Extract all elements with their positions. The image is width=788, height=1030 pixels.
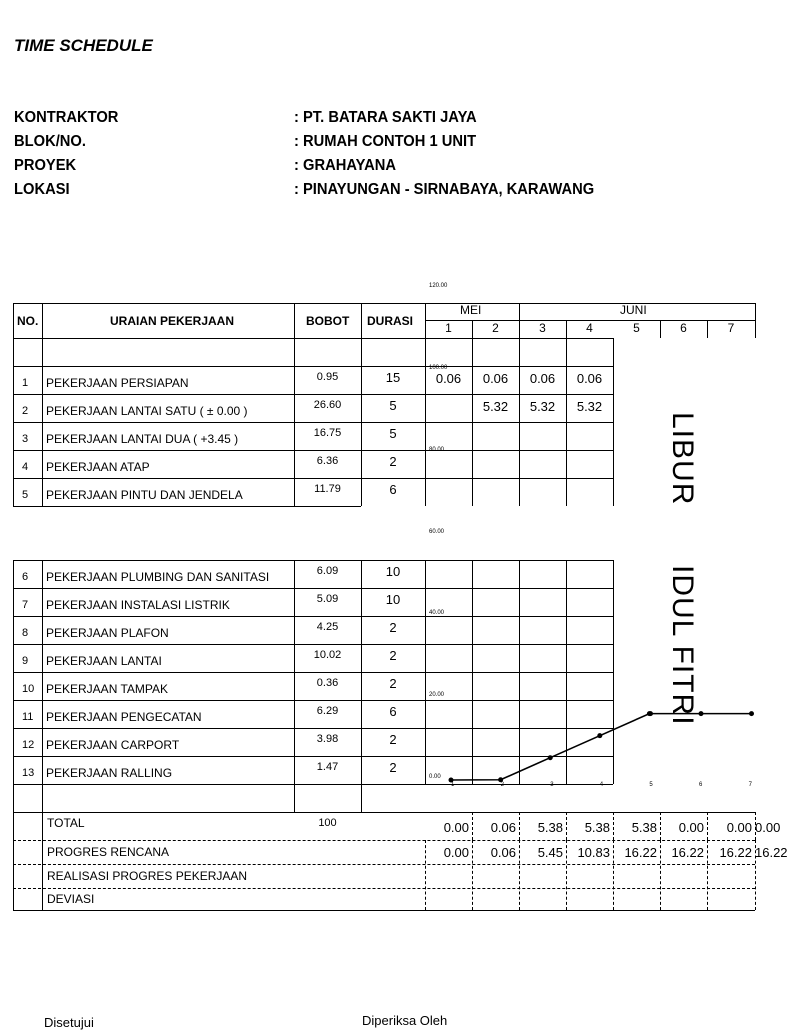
row-bobot: 16.75: [313, 427, 342, 439]
y-tick-label: 60.00: [429, 528, 445, 535]
week-header-5: 5: [633, 321, 640, 335]
info-label-proyek: PROYEK: [14, 157, 77, 174]
row-no: 8: [22, 627, 29, 639]
deviasi-label: DEVIASI: [47, 892, 95, 906]
x-tick-label: 1: [451, 782, 455, 788]
x-tick-label: 7: [748, 782, 752, 788]
row-bobot: 0.36: [316, 677, 339, 689]
rencana-week-value: 16.22: [671, 845, 704, 860]
series-point: [648, 711, 653, 716]
y-tick-label: 100.00: [429, 364, 448, 371]
rencana-week-value: 16.22: [624, 845, 657, 860]
row1-week-value: 0.06: [482, 371, 509, 386]
rencana-week-value: 5.45: [537, 845, 563, 860]
row-durasi: 6: [389, 704, 397, 719]
row-bobot: 6.09: [316, 565, 339, 577]
x-tick-label: 3: [550, 782, 554, 788]
row1-week-value: 0.06: [435, 371, 462, 386]
row2-week-value: 5.32: [576, 399, 603, 414]
row-uraian: PEKERJAAN PERSIAPAN: [46, 376, 189, 390]
row-no: 12: [22, 739, 35, 751]
week-header-4: 4: [586, 321, 593, 335]
row-no: 11: [22, 711, 34, 723]
header-month-mei: MEI: [460, 303, 482, 317]
total-week-value: 5.38: [631, 820, 657, 835]
row1-week-value: 0.06: [529, 371, 556, 386]
total-week-value: 5.38: [537, 820, 563, 835]
x-tick-label: 2: [500, 782, 504, 788]
row-bobot: 1.47: [316, 761, 339, 773]
row-bobot: 26.60: [313, 399, 342, 411]
row-durasi: 5: [389, 426, 397, 441]
row-bobot: 6.36: [316, 455, 339, 467]
row-uraian: PEKERJAAN PINTU DAN JENDELA: [46, 488, 243, 502]
row-no: 5: [22, 489, 29, 501]
row-bobot: 0.95: [316, 371, 339, 383]
row-durasi: 15: [385, 370, 401, 385]
y-tick-label: 40.00: [429, 610, 445, 617]
row-uraian: PEKERJAAN TAMPAK: [46, 682, 169, 696]
realisasi-label: REALISASI PROGRES PEKERJAAN: [47, 869, 248, 883]
y-tick-label: 0.00: [429, 774, 441, 780]
row-durasi: 2: [389, 648, 397, 663]
row-uraian: PEKERJAAN CARPORT: [46, 738, 180, 752]
series-line-progres-rencana: [451, 714, 752, 780]
week-header-7: 7: [727, 321, 735, 335]
total-label: TOTAL: [47, 816, 85, 830]
rencana-week-value: 16.22: [755, 845, 788, 860]
week-header-2: 2: [492, 321, 499, 335]
row-uraian: PEKERJAAN LANTAI DUA ( +3.45 ): [46, 432, 239, 446]
row-no: 1: [22, 377, 29, 389]
row2-week-value: 5.32: [529, 399, 556, 414]
row-no: 13: [22, 767, 35, 779]
total-week-value: 5.38: [584, 820, 610, 835]
row-durasi: 2: [389, 676, 397, 691]
total-week-value: 0.00: [678, 820, 704, 835]
row-no: 4: [22, 461, 29, 473]
row2-week-value: 5.32: [482, 399, 509, 414]
info-value-proyek: : GRAHAYANA: [294, 157, 396, 174]
info-value-blok: : RUMAH CONTOH 1 UNIT: [294, 133, 477, 150]
row-uraian: PEKERJAAN INSTALASI LISTRIK: [46, 598, 230, 612]
info-label-lokasi: LOKASI: [14, 181, 70, 198]
row-durasi: 2: [389, 620, 397, 635]
series-point: [699, 711, 704, 716]
rencana-week-value: 0.00: [443, 845, 469, 860]
total-week-value: 0.00: [443, 820, 469, 835]
x-tick-label: 5: [649, 782, 653, 788]
total-bobot: 100: [318, 817, 337, 829]
signature-approved-label: Disetujui: [44, 1015, 94, 1030]
row-durasi: 2: [389, 454, 397, 469]
holiday-note-part1: LIBUR: [666, 412, 699, 506]
row-no: 7: [22, 599, 29, 611]
row-bobot: 10.02: [313, 649, 342, 661]
y-tick-label: 120.00: [429, 283, 448, 289]
row-uraian: PEKERJAAN PLUMBING DAN SANITASI: [46, 570, 270, 584]
row-no: 2: [22, 405, 29, 417]
info-label-kontraktor: KONTRAKTOR: [14, 109, 119, 126]
row-no: 6: [22, 571, 29, 583]
row-uraian: PEKERJAAN PLAFON: [46, 626, 169, 640]
row-durasi: 5: [389, 398, 397, 413]
week-header-3: 3: [539, 321, 546, 335]
header-bobot: BOBOT: [306, 314, 350, 328]
row-durasi: 2: [389, 732, 397, 747]
total-week-value: 0.00: [755, 820, 781, 835]
rencana-week-value: 0.06: [490, 845, 516, 860]
header-no: NO.: [17, 314, 39, 328]
x-tick-label: 6: [699, 782, 703, 788]
row-uraian: PEKERJAAN LANTAI: [46, 654, 162, 668]
rencana-week-value: 16.22: [719, 845, 752, 860]
progres-rencana-label: PROGRES RENCANA: [47, 845, 170, 859]
row-no: 3: [22, 433, 29, 445]
series-point: [548, 755, 553, 760]
series-point: [597, 733, 602, 738]
row-bobot: 11.79: [314, 483, 341, 495]
row-bobot: 5.09: [316, 593, 339, 605]
info-value-kontraktor: : PT. BATARA SAKTI JAYA: [294, 109, 477, 126]
rencana-week-value: 10.83: [577, 845, 610, 860]
row-uraian: PEKERJAAN PENGECATAN: [46, 710, 202, 724]
row-uraian: PEKERJAAN ATAP: [46, 460, 150, 474]
row-bobot: 6.29: [316, 705, 339, 717]
row-bobot: 4.25: [316, 621, 339, 633]
signature-checked-label: Diperiksa Oleh: [362, 1013, 448, 1028]
y-tick-label: 20.00: [429, 692, 445, 699]
week-header-6: 6: [680, 321, 687, 335]
week-header-1: 1: [445, 321, 452, 335]
holiday-note-part2: IDUL FITRI: [666, 565, 699, 726]
row-no: 9: [22, 655, 29, 667]
header-durasi: DURASI: [367, 314, 414, 328]
row-uraian: PEKERJAAN LANTAI SATU ( ± 0.00 ): [46, 404, 248, 418]
row-durasi: 10: [385, 592, 401, 607]
row-durasi: 10: [385, 564, 401, 579]
row1-week-value: 0.06: [576, 371, 603, 386]
row-bobot: 3.98: [316, 733, 339, 745]
y-tick-label: 80.00: [429, 446, 445, 453]
page-title: TIME SCHEDULE: [14, 36, 153, 55]
header-uraian: URAIAN PEKERJAAN: [110, 314, 235, 328]
row-no: 10: [22, 683, 35, 695]
row-durasi: 2: [389, 760, 397, 775]
info-label-blok: BLOK/NO.: [14, 133, 86, 150]
info-value-lokasi: : PINAYUNGAN - SIRNABAYA, KARAWANG: [294, 181, 595, 198]
total-week-value: 0.00: [726, 820, 752, 835]
row-durasi: 6: [389, 482, 397, 497]
header-month-juni: JUNI: [620, 303, 647, 317]
series-point: [749, 711, 754, 716]
row-uraian: PEKERJAAN RALLING: [46, 766, 173, 780]
total-week-value: 0.06: [490, 820, 516, 835]
x-tick-label: 4: [599, 782, 604, 788]
